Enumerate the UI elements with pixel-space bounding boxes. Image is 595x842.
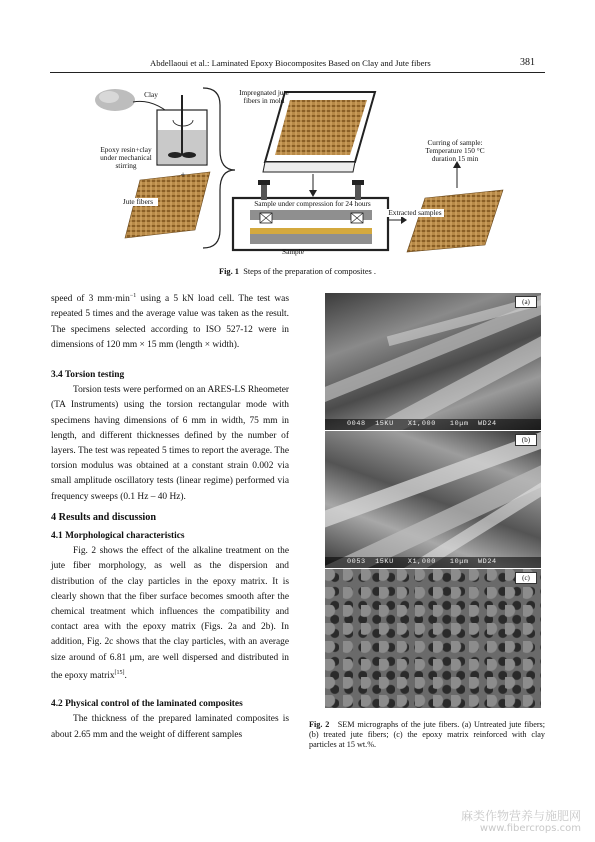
- figure-1-caption: [150, 267, 445, 276]
- sem-panel-a-tag: (a): [515, 296, 537, 308]
- label-compression: Sample under compression for 24 hours: [250, 200, 375, 208]
- sem-panel-c-tag: (c): [515, 572, 537, 584]
- sem-panel-b-tag: (b): [515, 434, 537, 446]
- paragraph-tensile-continued: speed of 3 $mm\cdot\min^{-1}$ using a 5 kN load cell. The test was repeated 5 times and the average value was taken as the result. The specimens selected according to ISO 527-12 were in dimensions of 120 mm × 15 mm (length × width).: [51, 293, 289, 350]
- label-jute-fibers: Jute fibers: [118, 198, 158, 206]
- label-extracted: Extracted samples: [386, 209, 444, 217]
- watermark-cn: 麻类作物营养与施肥网: [460, 809, 581, 823]
- section-heading-4: 4 Results and discussion: [51, 511, 157, 523]
- label-mixer: Epoxy resin+clay under mechanical stirring: [100, 145, 152, 170]
- paragraph-physical-control: The thickness of the prepared laminated composites is about 2.65 mm and the weight of different samples: [51, 714, 289, 740]
- sem-panel-c: [325, 569, 541, 708]
- label-clay: Clay: [144, 90, 158, 99]
- section-heading-4-2: 4.2 Physical control of the laminated composites: [51, 699, 243, 710]
- label-plus: +: [180, 170, 186, 180]
- mixing-beaker: [157, 95, 207, 165]
- label-mold: Impregnated jute fibers in mold: [239, 88, 289, 105]
- section-heading-3-4: 3.4 Torsion testing: [51, 369, 125, 380]
- watermark-url: www.fibercrops.com: [479, 823, 581, 834]
- running-header: [50, 56, 545, 73]
- figure-1-caption-label: Fig. 1: [218, 267, 239, 276]
- sem-panel-b: [325, 431, 541, 568]
- paragraph-morphology: Fig. 2 shows the effect of the alkaline treatment on the jute fiber morphology, as well as the dispersion and distribution of the clay particles in the epoxy matrix. It is clearly shown that the fiber surface becomes smooth after the chemical treatment which influences the compatibility and contact area with the epoxy matrix (Figs. 2a and 2b). In addition, Fig. 2c shows that the clay particles, with an average size around of 6.81 μm, are well dispersed and distributed in the epoxy matrix[15].: [51, 546, 289, 681]
- figure-2-caption-label: Fig. 2: [309, 720, 330, 729]
- sem-panel-a-scale: 0048 15KU X1,000 10μm WD24: [325, 419, 541, 430]
- section-heading-4-1: 4.1 Morphological characteristics: [51, 530, 185, 541]
- sem-panel-b-scale: 0053 15KU X1,000 10μm WD24: [325, 557, 541, 568]
- label-sample: Sample: [282, 247, 304, 256]
- figure-2-caption-text: SEM micrographs of the jute fibers. (a) Untreated jute fibers; (b) treated jute fibers; (c) the epoxy matrix reinforced with clay particles at 15 wt.%.: [309, 720, 546, 749]
- figure-2-caption: [309, 720, 545, 750]
- running-title: Abdellaoui et al.: Laminated Epoxy Biocomposites Based on Clay and Jute fibers: [150, 58, 431, 68]
- figure-1-caption-text: Steps of the preparation of composites .: [243, 267, 376, 276]
- label-curing: Curring of sample: Temperature 150 °C duration 15 min: [425, 138, 485, 163]
- sem-panel-a: [325, 293, 541, 430]
- extracted-sample-mat: [407, 190, 503, 252]
- page-number: 381: [520, 57, 535, 68]
- left-text-column: [51, 289, 289, 743]
- combine-brace: [203, 88, 235, 248]
- figure-1-diagram: [85, 80, 515, 260]
- paragraph-torsion: Torsion tests were performed on an ARES-LS Rheometer (TA Instruments) using the torsion rectangular mode with specimens having dimensions of 6 mm in width, 75 mm in length, and different thicknesses defined by the number of layers. The test was repeated 5 times to report the average. The torsion modulus was obtained at a constant strain 0.002 via small amplitude oscillatory tests (linear regime) performed via frequency sweeps (0.1 Hz – 40 Hz).: [51, 385, 289, 502]
